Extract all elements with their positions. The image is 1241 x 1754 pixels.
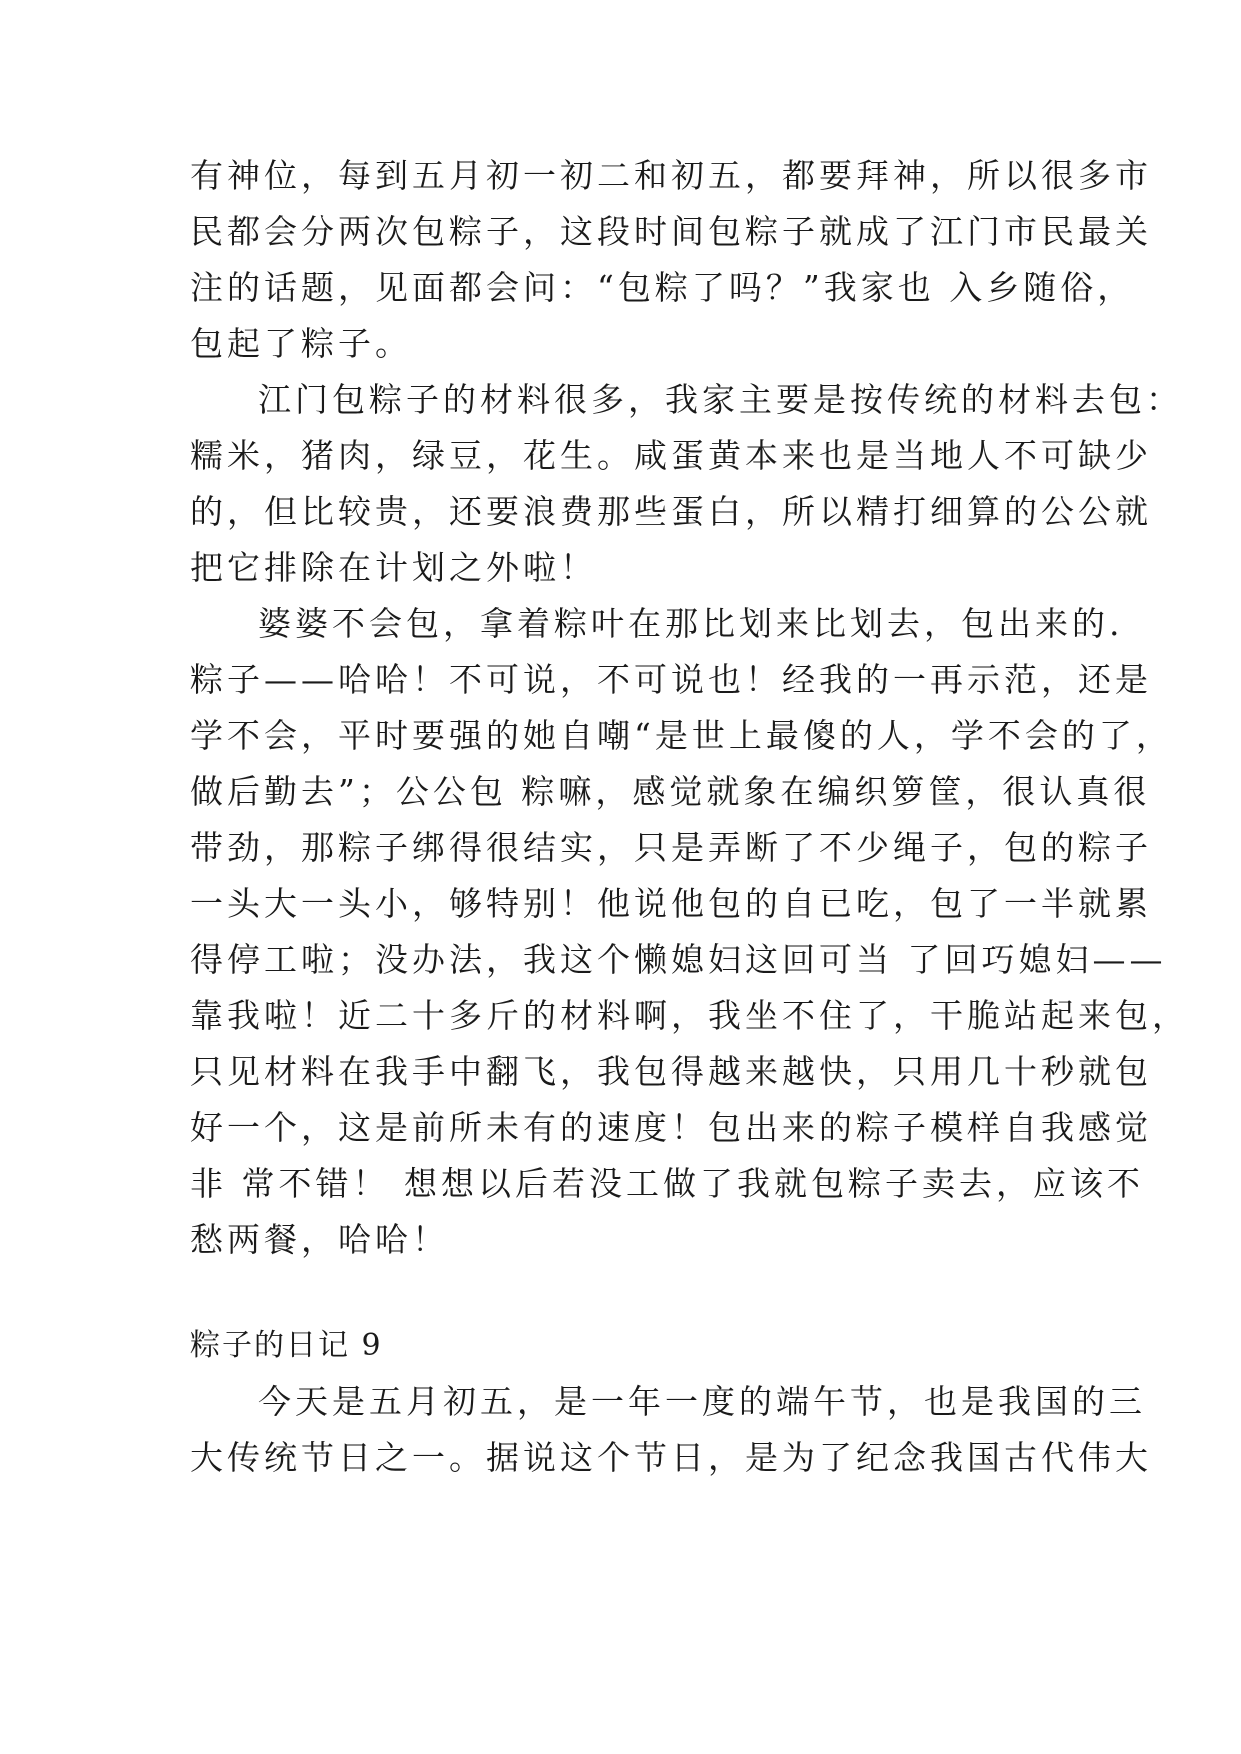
text-line: 好一个，这是前所未有的速度！包出来的粽子模样自我感觉	[190, 1108, 1152, 1147]
text-line: 一头大一头小，够特别！他说他包的自已吃，包了一半就累	[190, 884, 1152, 923]
text-line: 把它排除在计划之外啦！	[190, 548, 597, 587]
text-line: 江门包粽子的材料很多，我家主要是按传统的材料去包：	[258, 380, 1183, 419]
document-body	[190, 148, 1189, 1486]
text-line: 愁两餐，哈哈！	[190, 1220, 449, 1259]
text-line: 得停工啦；没办法，我这个懒媳妇这回可当 了回巧媳妇——	[190, 940, 1167, 979]
text-line: 今天是五月初五，是一年一度的端午节，也是我国的三	[258, 1382, 1146, 1421]
text-line: 糯米，猪肉，绿豆，花生。咸蛋黄本来也是当地人不可缺少	[190, 436, 1152, 475]
text-line: 非 常不错！ 想想以后若没工做了我就包粽子卖去，应该不	[190, 1164, 1144, 1203]
paragraph-2	[190, 372, 1183, 596]
text-line: 注的话题，见面都会问：“包粽了吗？”我家也 入乡随俗，	[190, 268, 1135, 307]
text-line: 民都会分两次包粽子，这段时间包粽子就成了江门市民最关	[190, 212, 1152, 251]
text-line: 只见材料在我手中翻飞，我包得越来越快，只用几十秒就包	[190, 1052, 1152, 1091]
paragraph-3	[190, 596, 1189, 1268]
text-line: 包起了粽子。	[190, 324, 412, 363]
text-line: 做后勤去”；公公包 粽嘛，感觉就象在编织箩筐，很认真很	[190, 772, 1151, 811]
section-title: 粽子的日记 9	[190, 1328, 383, 1363]
text-line: 带劲，那粽子绑得很结实，只是弄断了不少绳子，包的粽子	[190, 828, 1152, 867]
paragraph-4	[190, 1374, 1152, 1486]
text-line: 粽子——哈哈！不可说，不可说也！经我的一再示范，还是	[190, 660, 1152, 699]
text-line: 大传统节日之一。据说这个节日，是为了纪念我国古代伟大	[190, 1438, 1152, 1477]
text-line: 婆婆不会包，拿着粽叶在那比划来比划去，包出来的.	[258, 604, 1124, 643]
text-line: 靠我啦！近二十多斤的材料啊，我坐不住了，干脆站起来包，	[190, 996, 1189, 1035]
text-line: 的，但比较贵，还要浪费那些蛋白，所以精打细算的公公就	[190, 492, 1152, 531]
text-line: 有神位，每到五月初一初二和初五，都要拜神，所以很多市	[190, 156, 1152, 195]
text-line: 学不会，平时要强的她自嘲“是世上最傻的人，学不会的了，	[190, 716, 1173, 755]
paragraph-1	[190, 148, 1152, 372]
